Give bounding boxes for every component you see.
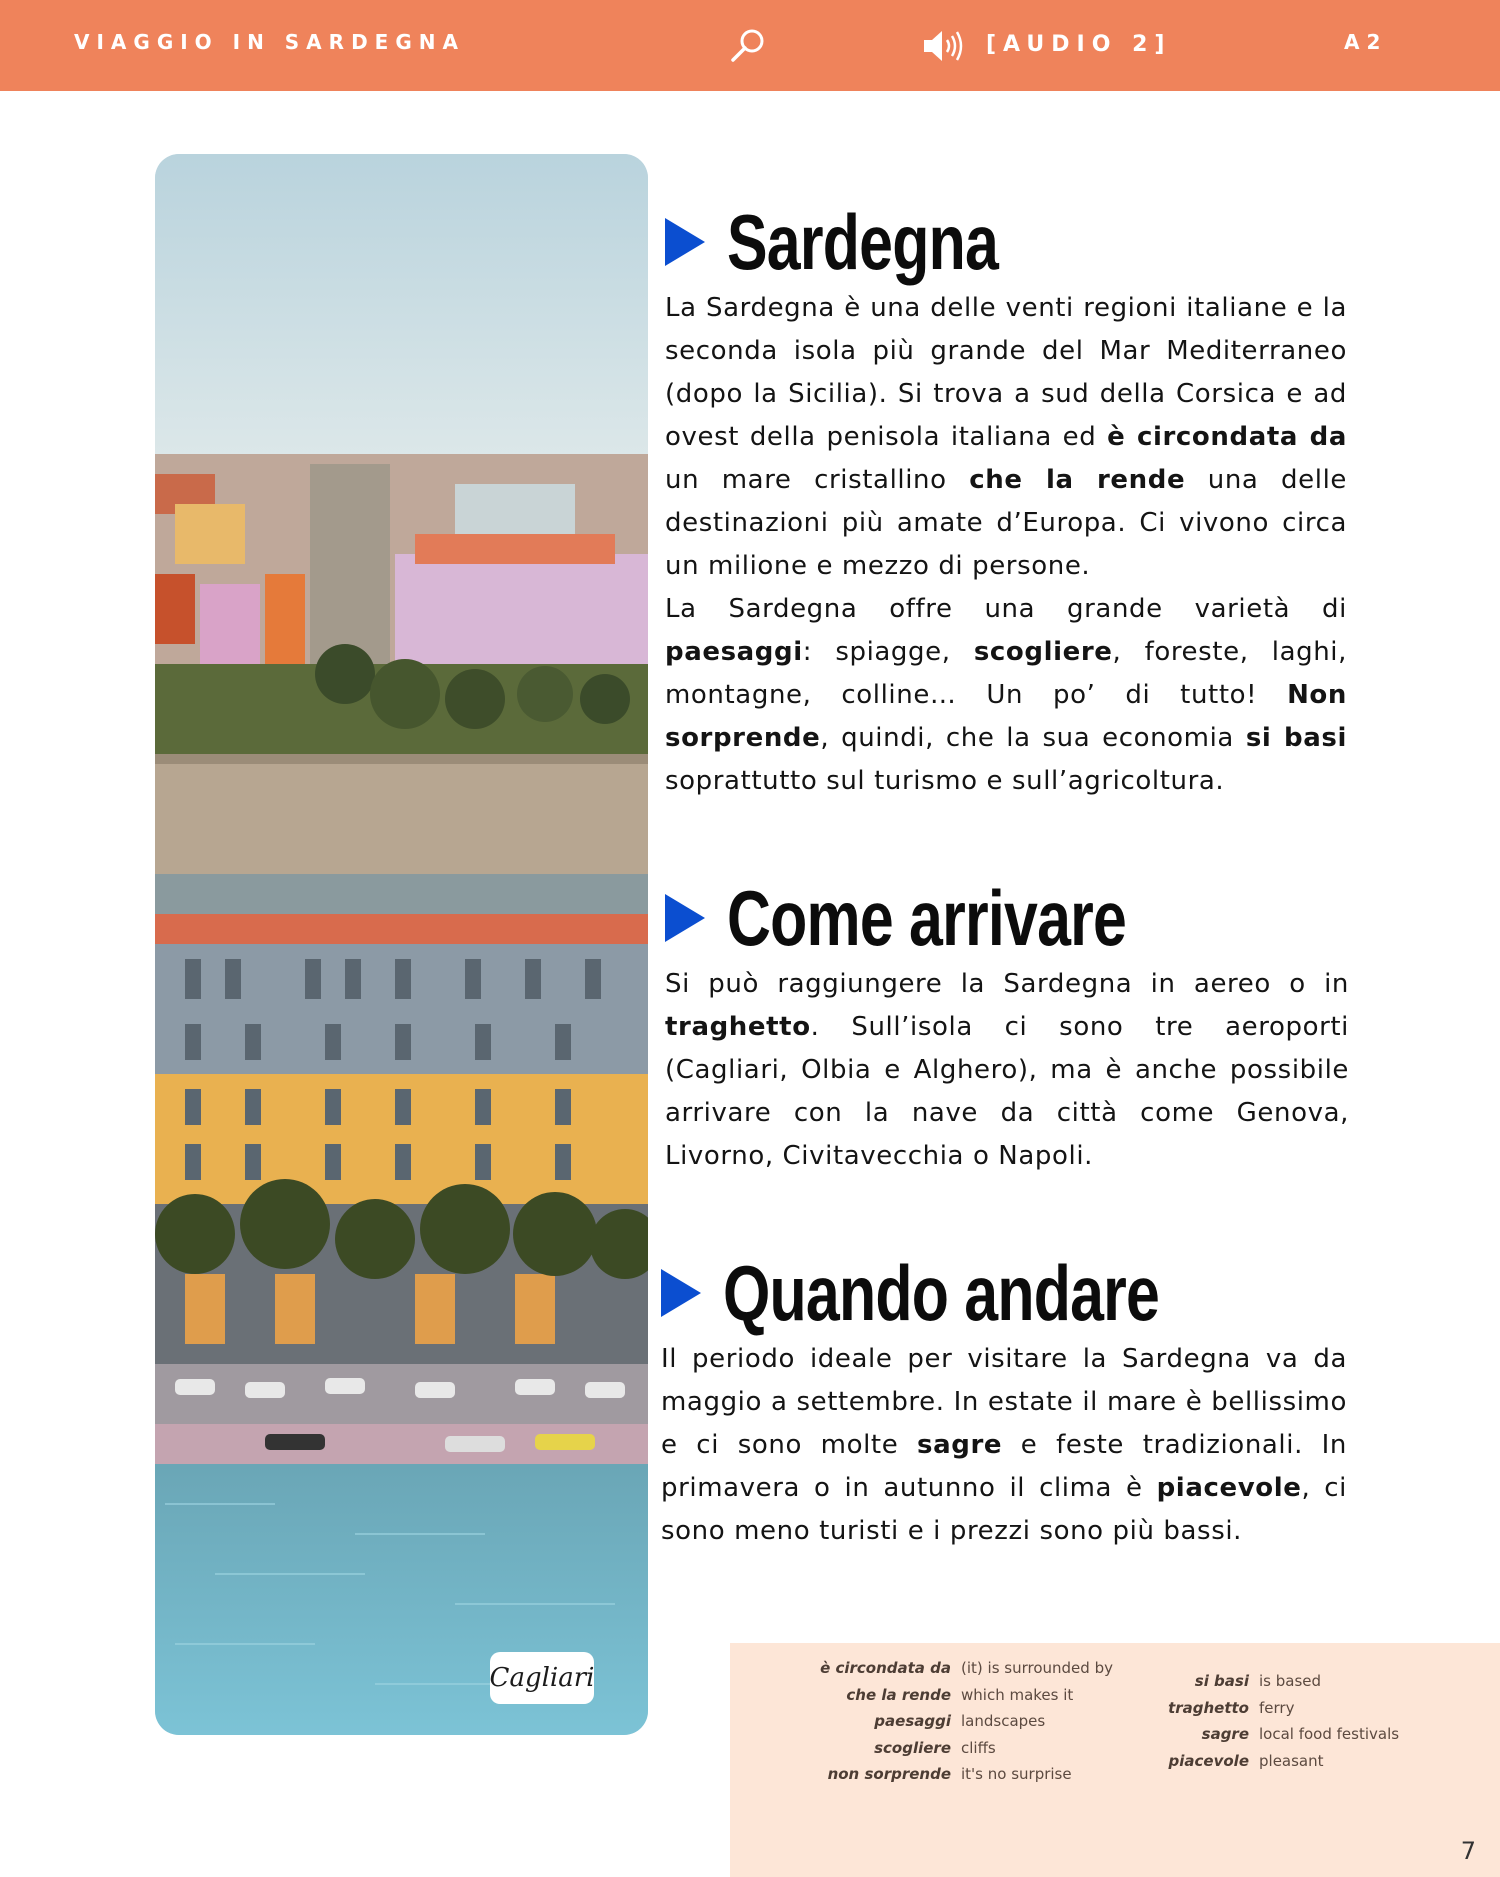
section-paragraph (665, 287, 1347, 588)
glossary-definition: local food festivals (1259, 1725, 1400, 1744)
glossary-row (800, 1761, 1113, 1788)
vocab-term: piacevole (1156, 1473, 1302, 1503)
text-run: , quindi, che la sua economia (820, 723, 1246, 753)
level-badge: A2 (1344, 30, 1388, 54)
publication-title: VIAGGIO IN SARDEGNA (74, 30, 465, 54)
search-icon[interactable] (728, 26, 768, 66)
glossary-panel (730, 1643, 1500, 1877)
glossary-row (800, 1682, 1113, 1709)
section-title: Quando andare (723, 1248, 1160, 1337)
section-heading (665, 197, 1347, 287)
text-run: soprattutto sul turismo e sull’agricoltura. (665, 766, 1225, 796)
glossary-term: è circondata da (820, 1659, 951, 1678)
section-paragraph (661, 1338, 1347, 1553)
play-triangle-icon (661, 1269, 701, 1317)
glossary-definition: (it) is surrounded by (961, 1659, 1113, 1678)
glossary-term: scogliere (874, 1738, 951, 1757)
glossary-column (800, 1655, 1113, 1788)
glossary-term: non sorprende (827, 1765, 951, 1784)
glossary-row (800, 1708, 1113, 1735)
glossary-row (1090, 1748, 1399, 1775)
glossary-row (1090, 1668, 1399, 1695)
play-triangle-icon (665, 218, 705, 266)
glossary-row (800, 1655, 1113, 1682)
glossary-definition: landscapes (961, 1712, 1046, 1731)
glossary-row (800, 1735, 1113, 1762)
text-run: un mare cristallino (665, 465, 970, 495)
glossary-definition: ferry (1259, 1698, 1295, 1717)
vocab-term: che la rende (969, 465, 1186, 495)
text-run: La Sardegna è una delle venti regioni italiane e la seconda isola più grande del Mar Mediterraneo (dopo la Sicilia). Si trova a sud della Corsica e ad ovest della penisola italiana ed (665, 293, 1347, 452)
glossary-definition: it's no surprise (961, 1765, 1072, 1784)
play-triangle-icon (665, 894, 705, 942)
vocab-term: scogliere (973, 637, 1113, 667)
glossary-term: che la rende (846, 1685, 951, 1704)
text-run: e feste tradizionali. In primavera o in autunno il clima è (661, 1430, 1347, 1503)
text-run: , foreste, laghi, montagne, colline… Un po’ di tutto! (665, 637, 1347, 710)
text-run: Il periodo ideale per visitare la Sardegna va da maggio a settembre. In estate il mare è bellissimo e ci sono molte (661, 1344, 1347, 1460)
vocab-term: si basi (1245, 723, 1348, 753)
section-heading (661, 1248, 1347, 1338)
glossary-term: traghetto (1168, 1698, 1249, 1717)
section-paragraph (665, 588, 1347, 803)
glossary-definition: is based (1259, 1672, 1322, 1691)
glossary-column (1090, 1668, 1399, 1774)
glossary-row (1090, 1721, 1399, 1748)
glossary-term: piacevole (1168, 1751, 1249, 1770)
glossary-row (1090, 1695, 1399, 1722)
vocab-term: sagre (917, 1430, 1003, 1460)
vocab-term: è circondata da (1107, 422, 1347, 452)
text-run: Si può raggiungere la Sardegna in aereo o in (665, 969, 1349, 999)
section-come-arrivare (665, 873, 1349, 1178)
glossary-term: paesaggi (874, 1712, 951, 1731)
text-run: , ci sono meno turisti e i prezzi sono più bassi. (661, 1473, 1348, 1546)
glossary-definition: cliffs (961, 1738, 996, 1757)
page-number: 7 (1460, 1837, 1476, 1865)
speaker-icon[interactable] (922, 28, 968, 64)
glossary-definition: which makes it (961, 1685, 1074, 1704)
text-run: . Sull’isola ci sono tre aeroporti (Cagliari, Olbia e Alghero), ma è anche possibile arrivare con la nave da città come Genova, Livorno, Civitavecchia o Napoli. (665, 1012, 1349, 1171)
text-run: : spiagge, (802, 637, 974, 667)
vocab-term: paesaggi (665, 637, 803, 667)
section-sardegna (665, 197, 1347, 803)
section-title: Sardegna (727, 197, 999, 286)
glossary-term: sagre (1201, 1725, 1249, 1744)
top-bar (0, 0, 1500, 91)
photo-caption: Cagliari (490, 1652, 594, 1704)
section-paragraph (665, 963, 1349, 1178)
section-title: Come arrivare (727, 873, 1127, 962)
vocab-term: traghetto (665, 1012, 811, 1042)
text-run: una delle destinazioni più amate d’Europa. Ci vivono circa un milione e mezzo di persone. (665, 465, 1347, 581)
vocab-term: Non sorprende (665, 680, 1347, 753)
text-run: La Sardegna offre una grande varietà di (665, 594, 1347, 624)
glossary-term: si basi (1194, 1672, 1249, 1691)
audio-track-label[interactable]: [AUDIO 2] (986, 32, 1172, 57)
cagliari-photo (155, 154, 648, 1735)
section-quando-andare (661, 1248, 1347, 1553)
glossary-definition: pleasant (1259, 1751, 1324, 1770)
section-heading (665, 873, 1349, 963)
